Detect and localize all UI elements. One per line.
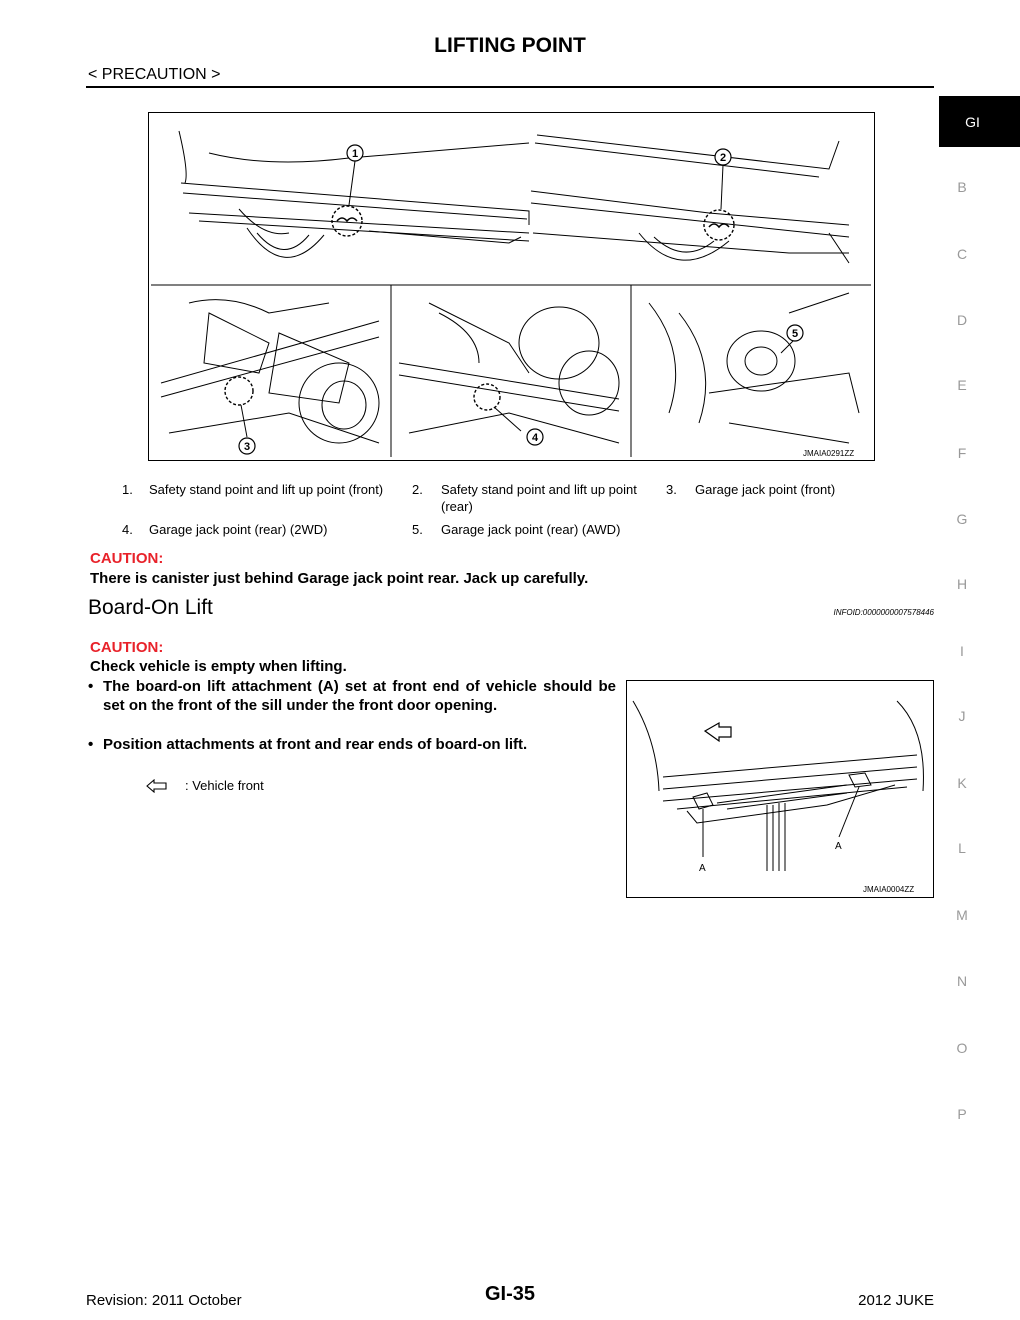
side-tab-k[interactable]: K: [957, 775, 967, 791]
side-tab-o[interactable]: O: [956, 1040, 968, 1056]
figure-code: JMAIA0004ZZ: [863, 885, 915, 894]
caution-label: CAUTION:: [90, 550, 164, 567]
side-tab-g[interactable]: G: [956, 511, 968, 527]
header-divider: [86, 86, 934, 88]
page-number: GI-35: [484, 1283, 536, 1305]
footer-revision: Revision: 2011 October: [86, 1292, 242, 1309]
legend-text-3: Garage jack point (front): [695, 482, 836, 497]
figure-code: JMAIA0291ZZ: [803, 449, 855, 458]
callout-4: 4: [531, 432, 539, 444]
callout-5: 5: [791, 328, 799, 340]
callout-3: 3: [243, 441, 251, 453]
bullet-item: [88, 677, 616, 715]
side-tab-c[interactable]: C: [956, 246, 968, 262]
section-heading: Board-On Lift: [88, 596, 213, 619]
bullet-dot: •: [88, 678, 94, 695]
bullet-item: [88, 735, 616, 754]
board-caution-text: Check vehicle is empty when lifting.: [90, 658, 347, 675]
legend-text-4: Garage jack point (rear) (2WD): [149, 522, 328, 537]
legend-text-5: Garage jack point (rear) (AWD): [441, 522, 621, 537]
side-tab-gi[interactable]: GI: [939, 96, 1020, 147]
legend-num-1: 1.: [122, 482, 133, 497]
callout-1: 1: [351, 148, 359, 160]
side-tab-p[interactable]: P: [957, 1106, 967, 1122]
board-on-lift-figure: [626, 680, 934, 898]
section-label: < PRECAUTION >: [88, 66, 221, 83]
side-tab-f[interactable]: F: [957, 445, 967, 461]
board-caution-label: CAUTION:: [90, 639, 164, 656]
legend-num-2: 2.: [412, 482, 423, 497]
lifting-point-figure: [148, 112, 875, 461]
bullet-text: Position attachments at front and rear ends of board-on lift.: [103, 736, 528, 753]
bullet-dot: •: [88, 736, 94, 753]
legend-num-5: 5.: [412, 522, 423, 537]
side-tab-d[interactable]: D: [956, 312, 968, 328]
legend-num-4: 4.: [122, 522, 133, 537]
figure-label-a-front: A: [699, 863, 706, 874]
side-tab-n[interactable]: N: [956, 973, 968, 989]
legend-text-1: Safety stand point and lift up point (front): [149, 482, 384, 497]
page-title: LIFTING POINT: [434, 34, 586, 57]
info-id: INFOID:0000000007578446: [833, 608, 934, 617]
side-tab-j[interactable]: J: [958, 708, 966, 724]
legend-num-3: 3.: [666, 482, 677, 497]
callout-2: 2: [719, 152, 727, 164]
caution-text: There is canister just behind Garage jack point rear. Jack up carefully.: [90, 570, 589, 587]
legend-text-2: Safety stand point and lift up point (rear): [441, 482, 637, 514]
footer-model: 2012 JUKE: [858, 1292, 934, 1309]
bullet-text: The board-on lift attachment (A) set at front end of vehicle should be set on the front of the sill under the front door opening.: [103, 678, 616, 714]
side-tab-b[interactable]: B: [957, 179, 967, 195]
side-tab-m[interactable]: M: [956, 907, 968, 923]
side-tab-h[interactable]: H: [956, 576, 968, 592]
side-tab-i[interactable]: I: [960, 643, 964, 659]
vehicle-front-arrow-icon: [146, 779, 168, 793]
side-tab-l[interactable]: L: [958, 840, 966, 856]
vehicle-front-legend: : Vehicle front: [185, 778, 264, 793]
side-tab-e[interactable]: E: [957, 377, 967, 393]
figure-label-a-rear: A: [835, 841, 842, 852]
